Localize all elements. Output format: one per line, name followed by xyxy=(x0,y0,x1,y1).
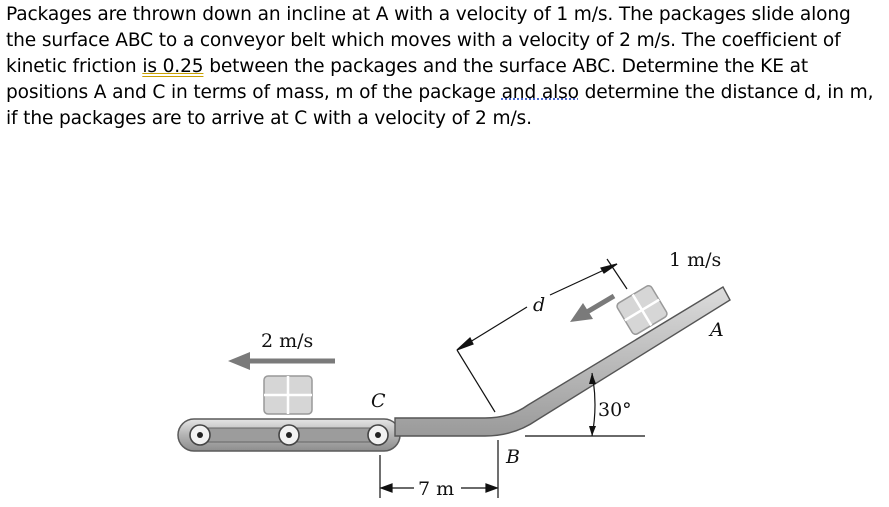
package-on-belt xyxy=(264,376,312,414)
problem-text-3: determine the distance d, in m, if the packages are to arrive at C with a velocity of 2 m/s. xyxy=(6,82,874,129)
distance-d-dimension xyxy=(457,259,627,412)
conveyor-roller xyxy=(190,425,210,445)
friction-phrase: is 0.25 xyxy=(142,56,204,77)
conveyor-roller xyxy=(279,425,299,445)
point-c-label: C xyxy=(371,390,386,412)
package-speed-label: 1 m/s xyxy=(669,249,722,271)
problem-text-2: between the packages and the surface ABC. Determine the KE at positions A and C in terms of mass, m of the package xyxy=(6,56,808,103)
surface-abc xyxy=(395,287,730,436)
problem-text-1: Packages are thrown down an incline at A with a velocity of 1 m/s. The packages slide along the surface ABC to a conveyor belt which moves with a velocity of 2 m/s. The coefficient of kinetic friction xyxy=(6,4,851,77)
point-b-label: B xyxy=(506,446,520,468)
belt-velocity-arrow xyxy=(228,352,335,370)
angle-label: 30° xyxy=(598,399,632,421)
horizontal-distance-label: 7 m xyxy=(418,478,455,500)
and-also-phrase: and also xyxy=(501,82,579,103)
belt-speed-label: 2 m/s xyxy=(261,330,314,352)
distance-d-label: d xyxy=(533,294,546,316)
conveyor-belt xyxy=(178,419,400,451)
point-a-label: A xyxy=(710,319,724,341)
package-velocity-arrow xyxy=(570,296,614,322)
conveyor-roller xyxy=(368,425,388,445)
